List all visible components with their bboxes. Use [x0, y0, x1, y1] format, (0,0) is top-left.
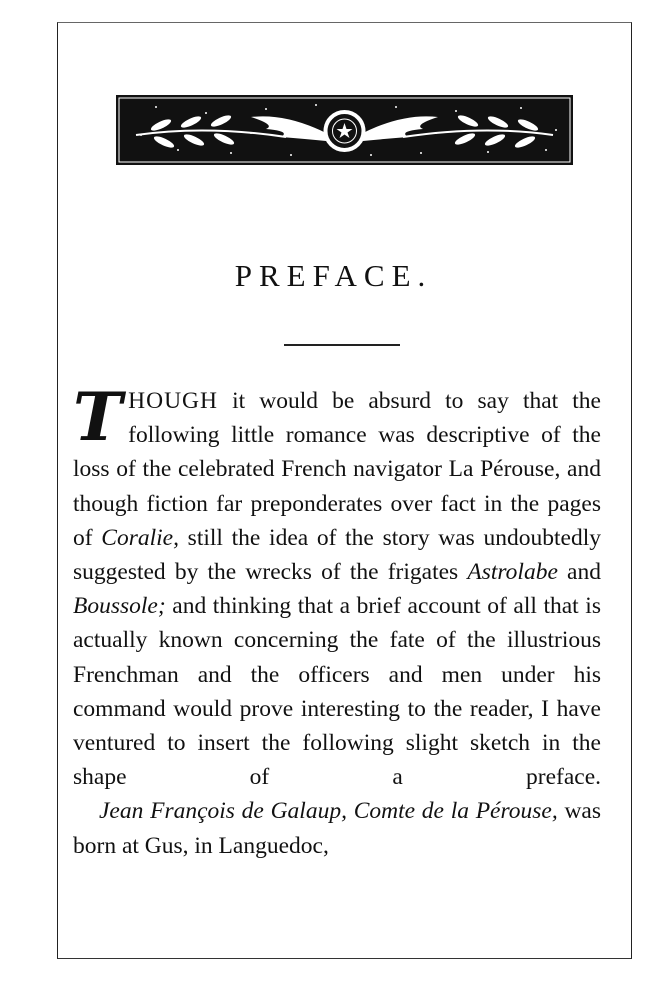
- paragraph-text: was born at Gus, in Languedoc,: [73, 798, 601, 859]
- opening-word: HOUGH: [128, 388, 218, 414]
- paragraph-text: still the idea of the story was undoubtedly suggested by the wrecks of the frigates: [73, 524, 601, 586]
- italic-name: Jean François de Galaup, Comte de la Pérouse,: [99, 798, 558, 825]
- body-text: [73, 378, 601, 863]
- italic-title: Coralie,: [101, 524, 179, 551]
- paragraph-2: [73, 794, 601, 862]
- paragraph-text: and: [557, 559, 601, 586]
- title-rule: [284, 344, 400, 346]
- italic-ship-name: Astrolabe: [467, 559, 558, 586]
- paragraph-1: [73, 378, 601, 794]
- paragraph-text: and thinking that a brief account of all that is actually known concerning the fate of the illustrious Frenchman and the officers and men under his command would prove interesting to the reader, I have ventured to insert the following slight sketch in the shape of a preface.: [73, 593, 601, 791]
- drop-cap: T: [73, 378, 123, 456]
- italic-ship-name: Boussole;: [73, 593, 166, 620]
- paragraph-text: it would be absurd to say that the following little romance was descriptive of the loss of the celebrated French navigator La Pérouse, and though fiction far preponderates over fact in the pages of: [73, 388, 601, 551]
- page-title: PREFACE.: [234, 258, 433, 293]
- wreath-wings-ornament: [116, 95, 573, 165]
